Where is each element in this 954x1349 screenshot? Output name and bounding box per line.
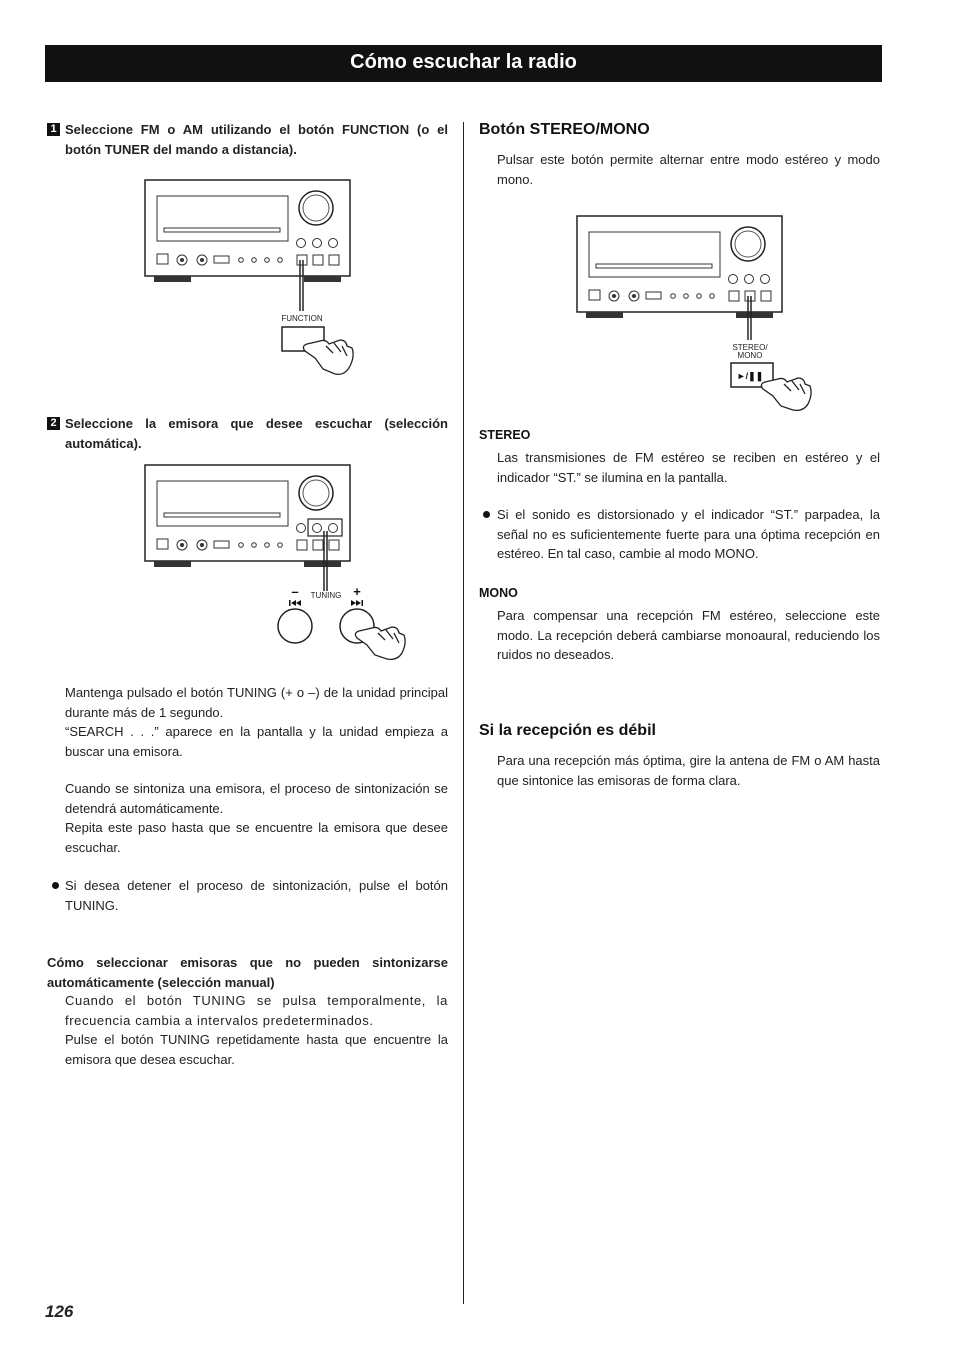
page-title: Cómo escuchar la radio — [350, 51, 577, 73]
tuning-bullet-text: Si desea detener el proceso de sintonización, pulse el botón TUNING. — [65, 878, 448, 913]
stereo-label-line-1: STEREO/ — [732, 343, 768, 352]
skip-forward-icon — [351, 600, 363, 606]
bullet-icon — [52, 882, 59, 889]
mono-subheading: MONO — [479, 586, 518, 600]
play-pause-icon: ►/❚❚ — [736, 371, 764, 381]
bullet-icon — [483, 511, 490, 518]
pressing-hand-icon — [355, 627, 405, 659]
stereo-mono-heading: Botón STEREO/MONO — [479, 121, 650, 138]
pressing-hand-icon — [303, 340, 353, 374]
stereo-subheading: STEREO — [479, 428, 531, 442]
step-1-text: Seleccione FM o AM utilizando el botón FUNCTION (o el botón TUNER del mando a distancia). — [65, 122, 448, 157]
mono-text: Para compensar una recepción FM estéreo, seleccione este modo. La recepción deberá cambiarse monoaural, reduciendo los ruidos no deseados. — [497, 608, 880, 662]
stereo-mono-button-illustration — [572, 212, 817, 417]
tuning-plus-label: + — [353, 584, 361, 599]
function-label: FUNCTION — [281, 314, 323, 323]
pressing-hand-icon — [761, 378, 811, 410]
step-2-text: Seleccione la emisora que desee escuchar (selección automática). — [65, 416, 448, 451]
tuning-paragraph-3: Cuando se sintoniza una emisora, el proceso de sintonización se detendrá automáticamente. — [65, 781, 448, 816]
page-header — [45, 45, 882, 82]
manual-selection-heading: Cómo seleccionar emisoras que no pueden sintonizarse automáticamente (selección manual) — [47, 955, 448, 990]
skip-back-icon — [289, 600, 301, 606]
column-divider — [463, 122, 464, 1304]
page-number: 126 — [45, 1302, 74, 1321]
weak-reception-heading: Si la recepción es débil — [479, 722, 656, 739]
tuning-paragraph-2: “SEARCH . . .” aparece en la pantalla y la unidad empieza a buscar una emisora. — [65, 724, 448, 759]
function-button-illustration — [140, 176, 360, 381]
stereo-mono-intro: Pulsar este botón permite alternar entre modo estéreo y modo mono. — [497, 152, 880, 187]
step-2-number: 2 — [47, 417, 60, 430]
tuning-paragraph-1: Mantenga pulsado el botón TUNING (+ o –) de la unidad principal durante más de 1 segundo. — [65, 685, 448, 720]
manual-selection-paragraph-2: Pulse el botón TUNING repetidamente hasta que encuentre la emisora que desea escuchar. — [65, 1032, 448, 1067]
tuning-label: TUNING — [310, 591, 342, 600]
stereo-label-line-2: MONO — [737, 351, 763, 360]
weak-reception-text: Para una recepción más óptima, gire la antena de FM o AM hasta que sintonice las emisoras de forma clara. — [497, 753, 880, 788]
step-1-number: 1 — [47, 123, 60, 136]
tuning-paragraph-4: Repita este paso hasta que se encuentre la emisora que desee escuchar. — [65, 820, 448, 855]
tuning-buttons-illustration — [140, 461, 410, 666]
manual-selection-paragraph-1: Cuando el botón TUNING se pulsa temporalmente, la frecuencia cambia a intervalos predeterminados. — [65, 993, 448, 1028]
tuning-minus-label: – — [291, 584, 299, 599]
stereo-bullet-text: Si el sonido es distorsionado y el indicador “ST.” parpadea, la señal no es suficientemente fuerte para una óptima recepción en estéreo. En tal caso, cambie al modo MONO. — [497, 507, 880, 561]
stereo-text: Las transmisiones de FM estéreo se reciben en estéreo y el indicador “ST.” se ilumina en la pantalla. — [497, 450, 880, 485]
